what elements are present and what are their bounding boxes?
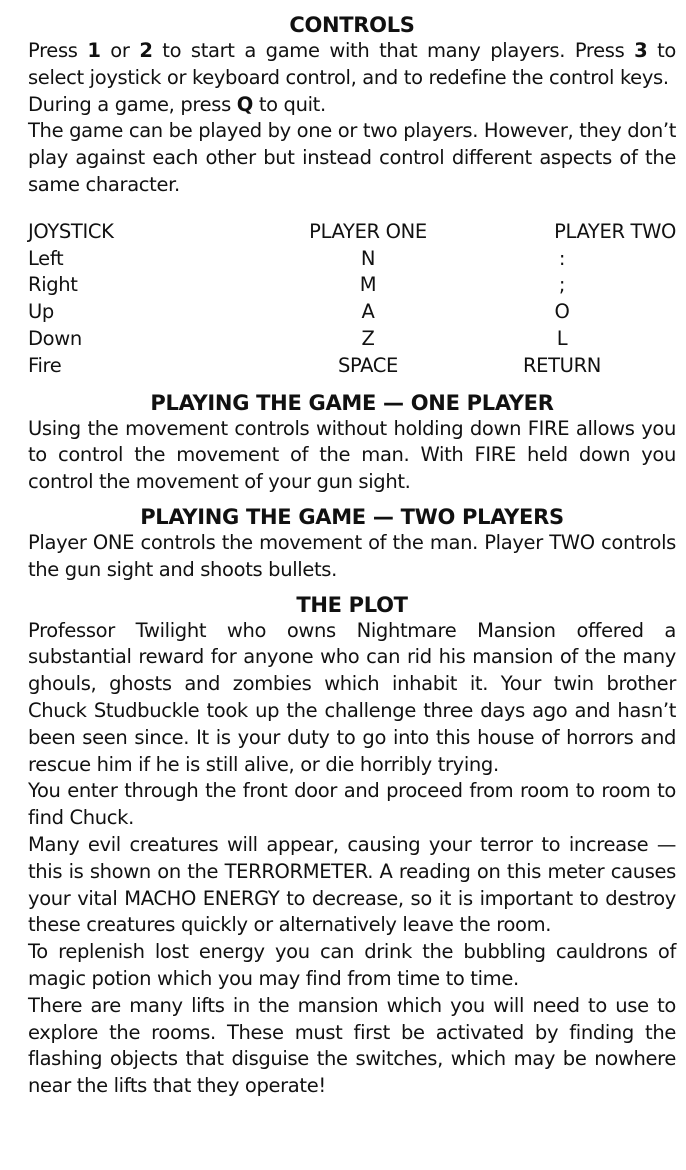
header-player-one: PLAYER ONE <box>309 219 427 243</box>
one-player-heading: PLAYING THE GAME — ONE PLAYER <box>150 390 554 415</box>
two-players-heading: PLAYING THE GAME — TWO PLAYERS <box>140 504 564 529</box>
two-players-text: Player ONE controls the movement of the man. Player TWO controls the gun sight and shoots bullets. <box>28 530 676 581</box>
text-fragment: to select joystick or keyboard control, and to redefine the control keys. <box>28 39 677 89</box>
row-player-two-key: O <box>554 300 570 324</box>
plot-paragraph: To replenish lost energy you can drink the bubbling cauldrons of magic potion which you may find from time to time. <box>28 940 676 990</box>
row-action: Up <box>28 300 54 324</box>
text-fragment: to quit. <box>252 92 326 116</box>
controls-paragraph-quit <box>28 92 676 119</box>
row-action: Fire <box>28 353 62 377</box>
row-player-one-key: M <box>359 273 377 297</box>
controls-paragraph-players: The game can be played by one or two players. However, they don’t play against each other but instead control different aspects of the same character. <box>28 119 676 196</box>
row-player-two-key: : <box>558 246 566 270</box>
text-fragment: to start a game with that many players. Press <box>152 39 635 62</box>
plot-paragraph: Professor Twilight who owns Nightmare Mansion offered a substantial reward for anyone who can rid his mansion of the many ghouls, ghosts and zombies which inhabit it. Your twin brother Chuck Studbuckle took up the challenge three days ago and hasn’t been seen since. It is your duty to go into this house of horrors and rescue him if he is still alive, or die horribly trying. <box>28 618 676 776</box>
controls-heading: CONTROLS <box>289 13 415 37</box>
table-row <box>28 246 676 273</box>
controls-table <box>28 219 676 380</box>
row-player-one-key: SPACE <box>337 353 399 377</box>
plot-paragraph: You enter through the front door and proceed from room to room to find Chuck. <box>28 779 676 830</box>
row-action: Left <box>28 246 64 270</box>
table-row <box>28 272 676 299</box>
text-fragment: During a game, press <box>28 92 237 116</box>
header-joystick: JOYSTICK <box>28 219 114 243</box>
row-player-one-key: Z <box>361 326 375 350</box>
key-2: 2 <box>139 39 153 62</box>
table-row <box>28 326 676 353</box>
controls-paragraph-start <box>28 38 676 92</box>
row-player-two-key: ; <box>558 273 566 297</box>
plot-paragraph: There are many lifts in the mansion which you will need to use to explore the rooms. These must first be activated by finding the flashing objects that disguise the switches, which may be nowhere near the lifts that they operate! <box>28 993 676 1098</box>
row-player-two-key: L <box>556 326 568 350</box>
row-player-one-key: N <box>360 246 376 270</box>
controls-table-header <box>28 219 676 246</box>
row-player-one-key: A <box>361 300 375 324</box>
text-fragment: or <box>100 39 140 62</box>
instruction-page <box>28 12 676 1100</box>
row-action: Down <box>28 326 82 350</box>
key-1: 1 <box>87 39 101 62</box>
row-action: Right <box>28 273 78 297</box>
key-3: 3 <box>634 39 648 62</box>
plot-heading: THE PLOT <box>296 592 408 617</box>
row-player-two-key: RETURN <box>522 353 602 377</box>
table-row <box>28 353 676 380</box>
table-row <box>28 299 676 326</box>
text-fragment: Press <box>28 39 88 62</box>
one-player-text: Using the movement controls without holding down FIRE allows you to control the movement of the man. With FIRE held down you control the movement of your gun sight. <box>28 416 676 494</box>
key-q: Q <box>236 92 253 116</box>
header-player-two: PLAYER TWO <box>554 219 676 243</box>
plot-paragraph: Many evil creatures will appear, causing your terror to increase — this is shown on the TERRORMETER. A reading on this meter causes your vital MACHO ENERGY to decrease, so it is important to destroy these creatures quickly or alternatively leave the room. <box>28 832 676 937</box>
